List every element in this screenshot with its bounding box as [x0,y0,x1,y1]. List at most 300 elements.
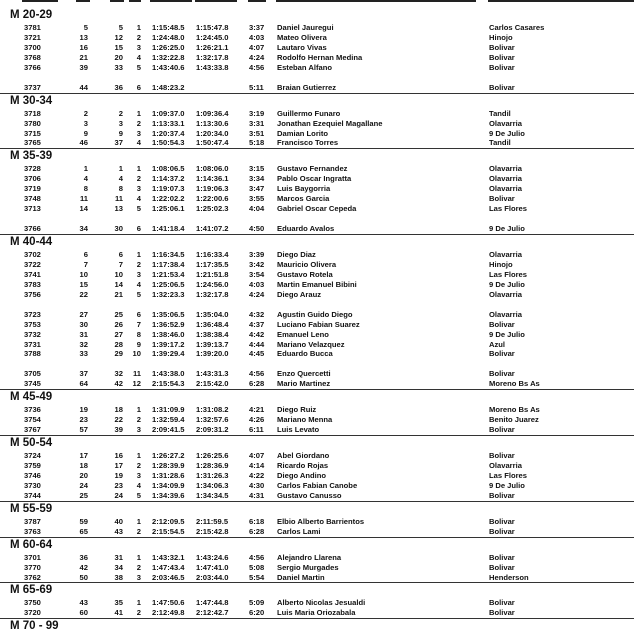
runner-name: Pablo Oscar Ingratta [277,174,352,184]
gender-place: 39 [114,425,123,435]
result-row [0,517,634,527]
overall-place: 34 [79,224,88,234]
bib-number: 3713 [24,204,41,214]
runner-name: Gabriel Oscar Cepeda [277,204,357,214]
result-row [0,491,634,501]
gender-place: 16 [114,451,123,461]
runner-name: Elbio Alberto Barrientos [277,516,365,526]
bib-number: 3730 [24,480,41,490]
runner-name: Esteban Alfano [277,62,332,72]
gun-time: 1:31:28.6 [152,470,185,480]
bib-number: 3765 [24,138,41,148]
category-place: 2 [136,415,141,425]
result-row [0,369,634,379]
gun-time: 1:25:06.1 [152,204,185,214]
pace: 4:26 [249,415,265,425]
net-time: 2:12:42.7 [196,608,229,618]
club-city: 9 De Julio [489,224,525,234]
club-city: Henderson [489,572,529,582]
net-time: 1:32:57.6 [196,415,229,425]
runner-name: Braian Gutierrez [277,82,337,92]
gun-time: 1:14:37.2 [152,174,185,184]
club-city: Bolivar [489,82,515,92]
gender-place: 13 [114,204,123,214]
result-row [0,608,634,618]
gun-time: 2:15:54.5 [152,526,185,536]
gender-place: 6 [118,250,123,259]
bib-number: 3759 [24,461,41,470]
overall-place: 1 [83,164,88,174]
net-time: 1:22:00.6 [196,194,229,204]
net-time: 1:25:02.3 [196,204,229,214]
category-group [0,501,634,537]
club-city: Hinojo [489,259,513,269]
gender-place: 11 [114,194,123,204]
gender-place: 21 [114,289,123,299]
result-row [0,527,634,537]
category-place: 4 [136,279,141,289]
category-group [0,435,634,501]
net-time: 1:32:17.8 [196,52,229,62]
pace: 4:21 [249,405,265,415]
gender-place: 38 [114,572,123,582]
runner-name: Daniel Martin [277,572,325,582]
pace: 4:56 [249,552,265,562]
gender-place: 36 [114,82,123,92]
bib-number: 3715 [24,128,41,138]
net-time: 1:16:33.4 [196,250,229,259]
gender-place: 43 [114,526,123,536]
net-time: 1:31:08.2 [196,405,229,415]
overall-place: 10 [79,269,88,279]
pace: 4:24 [249,289,265,299]
runner-name: Gustavo Canusso [277,490,342,500]
overall-place: 33 [79,349,88,359]
overall-place: 15 [79,279,88,289]
bib-number: 3719 [24,184,41,194]
gun-time: 1:25:06.5 [152,279,185,289]
pace: 4:07 [249,451,265,461]
bib-number: 3781 [24,23,41,32]
result-row [0,563,634,573]
gun-time: 1:21:53.4 [152,269,185,279]
runner-name: Mario Martinez [277,379,331,389]
category-place: 2 [136,608,141,618]
runner-name: Enzo Quercetti [277,369,331,379]
gun-time: 1:38:46.0 [152,329,185,339]
overall-place: 8 [83,184,88,194]
net-time: 1:39:20.0 [196,349,229,359]
category-place: 9 [136,339,141,349]
gun-time: 1:36:52.9 [152,319,185,329]
category-group [0,582,634,618]
overall-place: 18 [79,461,88,470]
net-time: 1:24:56.0 [196,279,229,289]
club-city: Las Flores [489,204,527,214]
gun-time: 2:12:09.5 [152,516,185,526]
gender-place: 27 [114,329,123,339]
bib-number: 3701 [24,552,41,562]
club-city: Bolivar [489,194,515,204]
bib-number: 3706 [24,174,41,184]
category-place: 12 [132,379,141,389]
result-row [0,53,634,63]
net-time: 1:14:36.1 [196,174,229,184]
category-place: 5 [136,62,141,72]
net-time: 1:20:34.0 [196,128,229,138]
bib-number: 3770 [24,562,41,572]
net-time: 1:43:24.6 [196,552,229,562]
gender-place: 19 [114,470,123,480]
category-place: 6 [136,309,141,319]
category-title: M 45-49 [10,391,53,404]
pace: 4:04 [249,204,265,214]
result-row [0,119,634,129]
result-row [0,109,634,119]
net-time: 1:34:34.5 [196,490,229,500]
club-city: Bolivar [489,52,515,62]
net-time: 1:36:48.4 [196,319,229,329]
overall-place: 4 [83,174,88,184]
gun-time: 1:28:39.9 [152,461,185,470]
gender-place: 41 [114,608,123,618]
overall-place: 14 [79,204,88,214]
result-row [0,461,634,471]
club-city: Olavarria [489,461,522,470]
bib-number: 3720 [24,608,41,618]
runner-name: Carlos Lami [277,526,321,536]
net-time: 1:50:47.4 [196,138,229,148]
pace: 4:03 [249,279,265,289]
runner-name: Carlos Fabian Canobe [277,480,358,490]
club-city: Bolivar [489,42,515,52]
club-city: Bolivar [489,598,515,608]
gun-time: 2:15:54.3 [152,379,185,389]
pace: 3:19 [249,108,265,118]
result-row [0,184,634,194]
net-time: 1:47:41.0 [196,562,229,572]
overall-place: 25 [79,490,88,500]
result-row [0,204,634,214]
runner-name: Mateo Olivera [277,32,327,42]
result-row [0,270,634,280]
runner-name: Diego Diaz [277,250,316,259]
category-group [0,234,634,389]
club-city: Moreno Bs As [489,379,540,389]
gun-time: 1:08:06.5 [152,164,185,174]
gender-place: 14 [114,279,123,289]
result-row [0,260,634,270]
gun-time: 1:43:38.0 [152,369,185,379]
result-row [0,310,634,320]
runner-name: Diego Ruiz [277,405,317,415]
bib-number: 3744 [24,490,41,500]
overall-place: 17 [79,451,88,461]
runner-name: Eduardo Avalos [277,224,335,234]
category-place: 3 [136,470,141,480]
gender-place: 20 [114,52,123,62]
gun-time: 1:47:50.6 [152,598,185,608]
result-row [0,471,634,481]
runner-name: Gustavo Fernandez [277,164,348,174]
category-place: 6 [136,82,141,92]
gun-time: 1:19:07.3 [152,184,185,194]
category-title: M 70 - 99 [10,620,59,633]
overall-place: 7 [83,259,88,269]
category-place: 1 [136,598,141,608]
result-row [0,63,634,73]
club-city: Bolivar [489,552,515,562]
overall-place: 19 [79,405,88,415]
result-row [0,43,634,53]
gun-time: 1:35:06.5 [152,309,185,319]
category-place: 1 [136,451,141,461]
result-row [0,573,634,583]
pace: 6:28 [249,379,265,389]
category-place: 7 [136,319,141,329]
category-title: M 30-34 [10,94,53,107]
net-time: 1:09:36.4 [196,108,229,118]
overall-place: 6 [83,250,88,259]
gender-place: 10 [114,269,123,279]
category-place: 2 [136,259,141,269]
net-time: 1:15:47.8 [196,23,229,32]
net-time: 1:35:04.0 [196,309,229,319]
category-place: 1 [136,250,141,259]
bib-number: 3783 [24,279,41,289]
runner-name: Diego Arauz [277,289,322,299]
runner-name: Mariano Menna [277,415,333,425]
results-sheet [0,8,634,634]
gun-time: 2:12:49.8 [152,608,185,618]
net-time: 1:41:07.2 [196,224,229,234]
category-place: 3 [136,425,141,435]
runner-name: Abel Giordano [277,451,330,461]
pace: 4:56 [249,369,265,379]
net-time: 1:21:51.8 [196,269,229,279]
category-place: 5 [136,289,141,299]
result-row [0,83,634,93]
gender-place: 26 [114,319,123,329]
gun-time: 1:32:22.8 [152,52,185,62]
gender-place: 31 [114,552,123,562]
net-time: 1:34:06.3 [196,480,229,490]
result-row [0,33,634,43]
bib-number: 3722 [24,259,41,269]
bib-number: 3705 [24,369,41,379]
gun-time: 1:20:37.4 [152,128,185,138]
overall-place: 44 [79,82,88,92]
result-row [0,415,634,425]
overall-place: 20 [79,470,88,480]
overall-place: 36 [79,552,88,562]
gun-time: 1:26:25.0 [152,42,185,52]
result-row [0,174,634,184]
club-city: 9 De Julio [489,128,525,138]
pace: 4:31 [249,490,265,500]
runner-name: Lautaro Vivas [277,42,327,52]
gender-place: 5 [118,23,123,32]
pace: 4:32 [249,309,265,319]
category-title: M 35-39 [10,150,53,163]
gun-time: 1:15:48.5 [152,23,185,32]
overall-place: 37 [79,369,88,379]
category-place: 6 [136,224,141,234]
runner-name: Sergio Murgades [277,562,339,572]
category-title: M 20-29 [10,9,53,21]
category-place: 10 [132,349,141,359]
club-city: Bolivar [489,608,515,618]
runner-name: Diego Andino [277,470,327,480]
bib-number: 3736 [24,405,41,415]
overall-place: 31 [79,329,88,339]
category-place: 4 [136,52,141,62]
pace: 4:42 [249,329,265,339]
gender-place: 32 [114,369,123,379]
overall-place: 39 [79,62,88,72]
overall-place: 43 [79,598,88,608]
club-city: Carlos Casares [489,23,545,32]
category-place: 3 [136,184,141,194]
net-time: 1:08:06.0 [196,164,229,174]
bib-number: 3741 [24,269,41,279]
pace: 3:55 [249,194,265,204]
net-time: 1:19:06.3 [196,184,229,194]
gender-place: 29 [114,349,123,359]
category-place: 4 [136,138,141,148]
gender-place: 30 [114,224,123,234]
club-city: 9 De Julio [489,480,525,490]
net-time: 2:03:44.0 [196,572,229,582]
result-row [0,330,634,340]
pace: 5:18 [249,138,265,148]
category-place: 3 [136,42,141,52]
bib-number: 3762 [24,572,41,582]
gender-place: 8 [118,184,123,194]
category-place: 2 [136,32,141,42]
club-city: 9 De Julio [489,279,525,289]
category-group [0,389,634,435]
bib-number: 3700 [24,42,41,52]
pace: 3:37 [249,23,265,32]
club-city: Olavarria [489,164,522,174]
net-time: 1:26:25.6 [196,451,229,461]
category-title: M 65-69 [10,584,53,597]
result-row [0,379,634,389]
overall-place: 24 [79,480,88,490]
pace: 5:11 [249,82,264,92]
net-time: 1:43:31.3 [196,369,229,379]
gun-time: 1:22:02.2 [152,194,185,204]
runner-name: Martin Emanuel Bibini [277,279,357,289]
club-city: Olavarria [489,118,522,128]
result-row [0,598,634,608]
overall-place: 59 [79,516,88,526]
bib-number: 3745 [24,379,41,389]
runner-name: Eduardo Bucca [277,349,333,359]
gun-time: 2:03:46.5 [152,572,185,582]
gender-place: 34 [114,562,123,572]
club-city: Las Flores [489,470,527,480]
overall-place: 32 [79,339,88,349]
bib-number: 3756 [24,289,41,299]
club-city: Bolivar [489,516,515,526]
net-time: 1:39:13.7 [196,339,229,349]
gun-time: 1:41:18.4 [152,224,185,234]
category-group [0,8,634,93]
club-city: Bolivar [489,562,515,572]
bib-number: 3766 [24,224,41,234]
net-time: 1:26:21.1 [196,42,229,52]
gun-time: 2:09:41.5 [152,425,185,435]
runner-name: Luis Baygorria [277,184,331,194]
overall-place: 64 [79,379,88,389]
bib-number: 3748 [24,194,41,204]
gun-time: 1:13:33.1 [152,118,185,128]
runner-name: Alberto Nicolas Jesualdi [277,598,366,608]
club-city: Bolivar [489,62,515,72]
pace: 6:18 [249,516,265,526]
result-row [0,224,634,234]
overall-place: 57 [79,425,88,435]
category-place: 1 [136,516,141,526]
runner-name: Marcos Garcia [277,194,330,204]
net-time: 1:13:30.6 [196,118,229,128]
pace: 4:24 [249,52,265,62]
gender-place: 42 [114,379,123,389]
category-place: 8 [136,329,141,339]
bib-number: 3746 [24,470,41,480]
club-city: Azul [489,339,506,349]
overall-place: 27 [79,309,88,319]
club-city: Hinojo [489,32,513,42]
gun-time: 1:34:09.9 [152,480,185,490]
club-city: Moreno Bs As [489,405,540,415]
net-time: 1:17:35.5 [196,259,229,269]
category-group [0,93,634,149]
result-row [0,129,634,139]
category-group [0,148,634,234]
pace: 3:47 [249,184,265,194]
overall-place: 50 [79,572,88,582]
overall-place: 13 [79,32,88,42]
pace: 5:09 [249,598,265,608]
club-city: Olavarria [489,309,522,319]
result-row [0,290,634,300]
pace: 4:44 [249,339,265,349]
gun-time: 1:43:32.1 [152,552,185,562]
gender-place: 3 [118,118,123,128]
pace: 3:39 [249,250,265,259]
category-place: 4 [136,194,141,204]
club-city: Tandil [489,108,511,118]
overall-place: 16 [79,42,88,52]
pace: 6:20 [249,608,265,618]
result-row [0,23,634,33]
pace: 4:22 [249,470,265,480]
result-row [0,250,634,260]
pace: 3:15 [249,164,265,174]
result-row [0,349,634,359]
club-city: Olavarria [489,250,522,259]
gender-place: 1 [118,164,123,174]
gender-place: 17 [114,461,123,470]
category-place: 2 [136,526,141,536]
overall-place: 11 [79,194,88,204]
runner-name: Alejandro Llarena [277,552,342,562]
runner-name: Gustavo Rotela [277,269,333,279]
result-row [0,553,634,563]
